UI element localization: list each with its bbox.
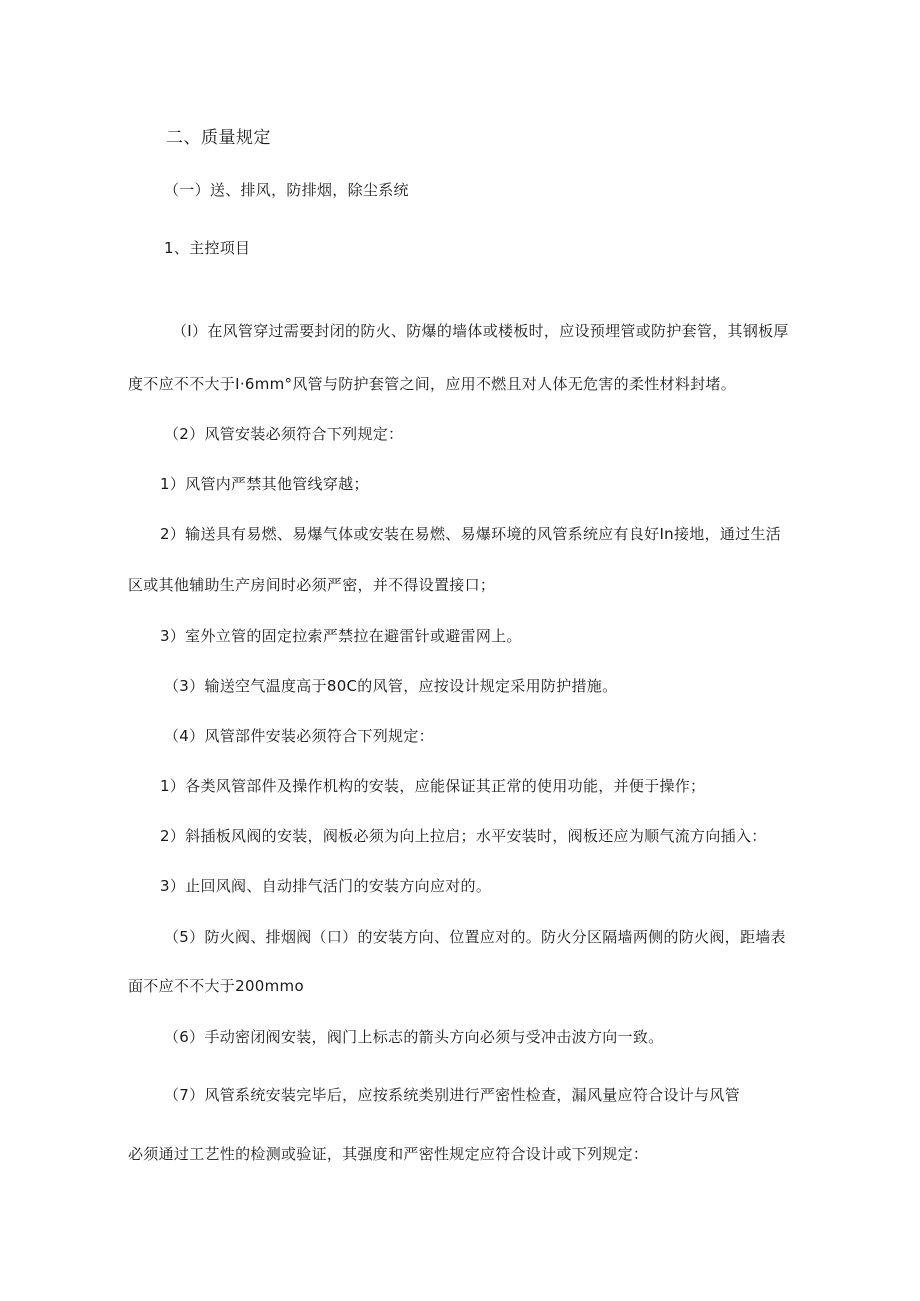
paragraph-line: 2）斜插板风阀的安装，阀板必须为向上拉启；水平安装时，阀板还应为顺气流方向插入：: [160, 827, 767, 845]
paragraph-line: 2）输送具有易燃、易爆气体或安装在易燃、易爆环境的风管系统应有良好In接地，通过生活: [160, 525, 782, 543]
paragraph-line: （2）风管安装必须符合下列规定：: [164, 425, 404, 443]
paragraph-line: 必须通过工艺性的检测或验证，其强度和严密性规定应符合设计或下列规定：: [128, 1145, 649, 1163]
paragraph-line: （5）防火阀、排烟阀（口）的安装方向、位置应对的。防火分区隔墙两侧的防火阀，距墙表: [164, 928, 786, 946]
section-title: 1、主控项目: [164, 239, 251, 257]
paragraph-line: （7）风管系统安装完毕后，应按系统类别进行严密性检查，漏风量应符合设计与风管: [164, 1086, 740, 1104]
paragraph-line: 3）止回风阀、自动排气活门的安装方向应对的。: [160, 877, 492, 895]
paragraph-line: 区或其他辅助生产房间时必须严密，并不得设置接口；: [128, 576, 496, 594]
paragraph-line: （4）风管部件安装必须符合下列规定：: [164, 727, 434, 745]
paragraph-line: 3）室外立管的固定拉索严禁拉在避雷针或避雷网上。: [160, 627, 522, 645]
paragraph-line: （6）手动密闭阀安装，阀门上标志的箭头方向必须与受冲击波方向一致。: [164, 1028, 664, 1046]
paragraph-line: （3）输送空气温度高于80C的风管，应按设计规定采用防护措施。: [164, 677, 618, 695]
paragraph-line: 1）各类风管部件及操作机构的安装，应能保证其正常的使用功能，并便于操作；: [160, 777, 706, 795]
section-heading: 二、质量规定: [166, 128, 271, 148]
paragraph-line: 度不应不不大于I·6mm°风管与防护套管之间，应用不燃且对人体无危害的柔性材料封堵。: [128, 375, 737, 393]
subheading: （一）送、排风，防排烟，除尘系统: [164, 181, 409, 199]
paragraph-line: 1）风管内严禁其他管线穿越；: [160, 475, 369, 493]
paragraph-line: 面不应不不大于200mmo: [128, 977, 304, 995]
paragraph-line: （I）在风管穿过需要封闭的防火、防爆的墙体或楼板时，应设预埋管或防护套管，其钢板厚: [172, 322, 789, 340]
